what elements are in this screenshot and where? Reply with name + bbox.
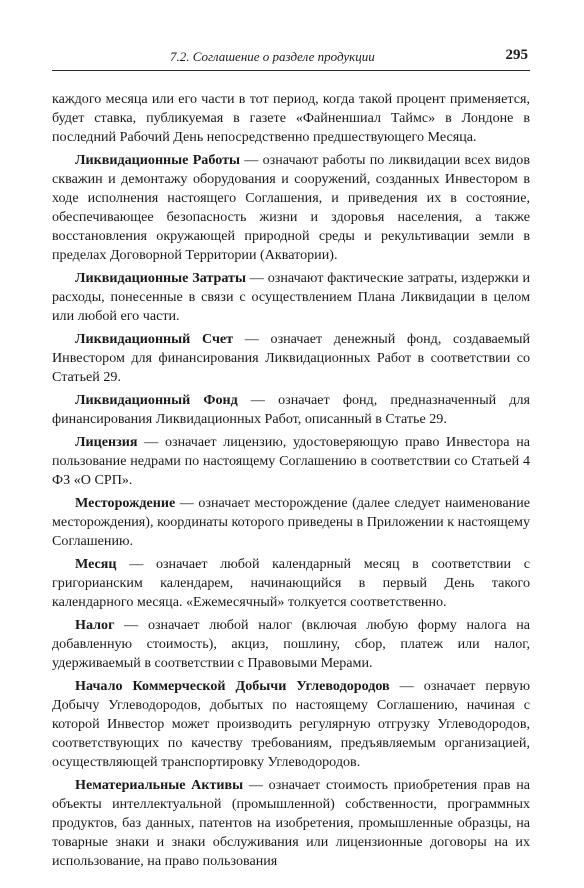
definition-paragraph [52,776,530,871]
defined-term: Ликвидационные Затраты [75,270,246,286]
defined-term: Ликвидационный Счет [75,331,234,347]
defined-term: Месяц [75,556,117,572]
defined-term: Ликвидационный Фонд [75,392,238,408]
defined-term: Ликвидационные Работы [75,152,240,168]
definition-text: — означает фонд, предназначенный для финансирования Ликвидационных Работ, описанный в Статье 29. [52,392,530,427]
definition-text: — означает денежный фонд, создаваемый Инвестором для финансирования Ликвидационных Работ в соответствии со Статьей 29. [52,331,530,385]
definition-text: — означает любой календарный месяц в соответствии с григорианским календарем, начинающийся в первый День такого календарного месяца. «Ежемесячный» толкуется соответственно. [52,556,530,610]
definition-text: — означает любой налог (включая любую форму налога на добавленную стоимость), акциз, пошлину, сбор, платеж или налог, удерживаемый в соответствии с Правовыми Мерами. [52,617,530,671]
definition-text: — означает первую Добычу Углеводородов, добытых по настоящему Соглашению, начиная с которой Инвестор может производить регулярную отгрузку Углеводородов, соответствующих по качеству требованиям, предъявляемым организацией, осуществляющей транспортировку Углеводородов. [52,678,530,770]
body-text [52,90,530,875]
definition-paragraph [52,391,530,429]
definition-paragraph [52,677,530,772]
paragraph-continuation [52,90,530,147]
defined-term: Нематериальные Активы [75,777,244,793]
defined-term: Начало Коммерческой Добычи Углеводородов [75,678,390,694]
definition-text: — означают фактические затраты, издержки и расходы, понесенные в связи с осуществлением Плана Ликвидации в целом или любой его части. [52,270,531,324]
running-header [52,46,530,68]
defined-term: Лицензия [75,434,138,450]
running-title: 7.2. Соглашение о разделе продукции [170,49,375,64]
definition-paragraph [52,433,530,490]
definition-paragraph [52,494,530,551]
page-number: 295 [505,47,528,63]
defined-term: Налог [75,617,115,633]
definition-paragraph [52,151,530,265]
definition-paragraph [52,616,530,673]
definition-text: — означают работы по ликвидации всех видов скважин и демонтажу оборудования и сооружений, созданных Инвестором в ходе исполнения настоящего Соглашения, и приведения их в состояние, обеспечивающее безопасность жизни и здоровья населения, а также восстановления окружающей природной среды и рекультивации земли в пределах Договорной Территории (Акватории). [52,152,530,263]
definition-paragraph [52,330,530,387]
definition-text: — означает стоимость приобретения прав на объекты интеллектуальной (промышленной) собственности, программных продуктов, баз данных, патентов на изобретения, промышленные образцы, на товарные знаки и знаки обслуживания или лицензионные договоры на их использование, на право пользования [52,777,530,869]
header-rule [52,70,530,71]
defined-term: Месторождение [75,495,176,511]
definition-paragraph [52,269,530,326]
definition-text: — означает месторождение (далее следует наименование месторождения), координаты которого приведены в Приложении к настоящему Соглашению. [52,495,530,549]
paragraph-text: каждого месяца или его части в тот период, когда такой процент применяется, будет ставка, публикуемая в газете «Файненшиал Таймс» в Лондоне в последний Рабочий День непосредственно предшествующего Месяца. [52,91,530,145]
definition-text: — означает лицензию, удостоверяющую право Инвестора на пользование недрами по настоящему Соглашению в соответствии со Статьей 4 ФЗ «О СРП». [52,434,530,488]
definition-paragraph [52,555,530,612]
